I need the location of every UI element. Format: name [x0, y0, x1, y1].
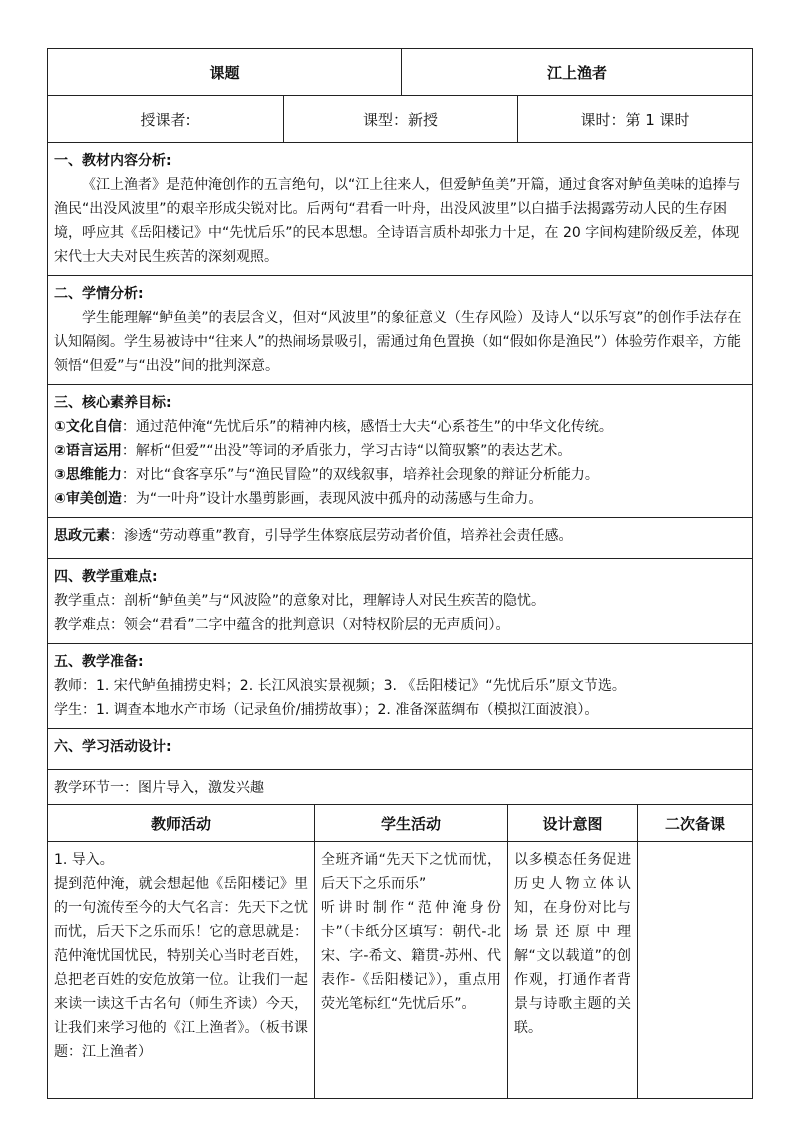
section-activity-design: [48, 729, 753, 770]
section-body: 《江上渔者》是范仲淹创作的五言绝句，以“江上往来人，但爱鲈鱼美”开篇，通过食客对鲈鱼美味的追捧与渔民“出没风波里”的艰辛形成尖锐对比。后两句“君看一叶舟，出没风波里”以白描手法揭露劳动人民的生存困境，呼应其《岳阳楼记》中“先忧后乐”的民本思想。全诗语言质朴却张力十足，在 20 字间构建阶级反差，体现宋代士大夫对民生疾苦的深刻观照。: [54, 177, 741, 265]
difficult-point: 教学难点：领会“君看”二字中蕴含的批判意识（对特权阶层的无声质问）。: [54, 617, 510, 633]
student-prep: 学生：1. 调查本地水产市场（记录鱼价/捕捞故事）；2. 准备深蓝绸布（模拟江面波浪）。: [54, 702, 599, 718]
activity-table: [47, 805, 753, 1099]
section-learner-analysis: [48, 276, 753, 385]
section-heading: 六、学习活动设计:: [54, 739, 172, 755]
teacher-prep: 教师：1. 宋代鲈鱼捕捞史料；2. 长江风浪实景视频；3. 《岳阳楼记》“先忧后乐”原文节选。: [54, 678, 626, 694]
key-point: 教学重点：剖析“鲈鱼美”与“风波险”的意象对比，理解诗人对民生疾苦的隐忧。: [54, 593, 546, 609]
section-civic-elements: [48, 518, 753, 559]
teacher-activity-cell: 1. 导入。 提到范仲淹，就会想起他《岳阳楼记》里的一句流传至今的大气名言：先天下之忧而忧，后天下之乐而乐！它的意思就是：范仲淹忧国忧民，特别关心当时老百姓，总把老百姓的安危放第一位。让我们一起来读一读这千古名句（师生齐读）今天，让我们来学习他的《江上渔者》。（板书课题：江上渔者）: [48, 842, 315, 1099]
section-key-points: [48, 559, 753, 644]
design-intent-cell: 以多模态任务促进历史人物立体认知，在身份对比与场景还原中理解“文以载道”的创作观，打通作者背景与诗歌主题的关联。: [508, 842, 638, 1099]
civic-label: 思政元素: [54, 528, 110, 544]
section-heading: 四、教学重难点:: [54, 569, 158, 585]
course-label: 课题: [48, 49, 402, 96]
lesson-plan-table: [47, 48, 753, 805]
course-title: 江上渔者: [402, 49, 753, 96]
section-heading: 二、学情分析:: [54, 286, 144, 302]
header-second-prep: 二次备课: [638, 805, 753, 842]
header-design-intent: 设计意图: [508, 805, 638, 842]
header-student-activity: 学生活动: [315, 805, 508, 842]
header-teacher-activity: 教师活动: [48, 805, 315, 842]
section-heading: 三、核心素养目标:: [54, 395, 172, 411]
section-core-goals: [48, 385, 753, 518]
goal-item: ①文化自信：通过范仲淹“先忧后乐”的精神内核，感悟士大夫“心系苍生”的中华文化传统。: [54, 419, 613, 435]
teacher-field: 授课者:: [48, 96, 284, 143]
lesson-type: 课型：新授: [284, 96, 518, 143]
section-body: 学生能理解“鲈鱼美”的表层含义，但对“风波里”的象征意义（生存风险）及诗人“以乐写哀”的创作手法存在认知隔阂。学生易被诗中“往来人”的热闹场景吸引，需通过角色置换（如“假如你是渔民”）体验劳作艰辛，方能领悟“但爱”与“出没”间的批判深意。: [54, 310, 742, 374]
section-heading: 五、教学准备:: [54, 654, 144, 670]
lesson-time: 课时：第 1 课时: [518, 96, 753, 143]
goal-item: ③思维能力：对比“食客享乐”与“渔民冒险”的双线叙事，培养社会现象的辩证分析能力。: [54, 467, 599, 483]
goal-item: ④审美创造：为“一叶舟”设计水墨剪影画，表现风波中孤舟的动荡感与生命力。: [54, 491, 543, 507]
goal-item: ②语言运用：解析“但爱”“出没”等词的矛盾张力，学习古诗“以简驭繁”的表达艺术。: [54, 443, 572, 459]
lesson-plan: [47, 48, 752, 1099]
second-prep-cell: [638, 842, 753, 1099]
section-preparation: [48, 644, 753, 729]
section-material-analysis: [48, 143, 753, 276]
section-heading: 一、教材内容分析:: [54, 153, 172, 169]
student-activity-cell: 全班齐诵“先天下之忧而忧，后天下之乐而乐” 听讲时制作“范仲淹身份卡”（卡纸分区填写：朝代-北宋、字-希文、籍贯-苏州、代表作-《岳阳楼记》），重点用荧光笔标红“先忧后乐”。: [315, 842, 508, 1099]
teaching-link-title: 教学环节一：图片导入，激发兴趣: [48, 770, 753, 805]
civic-text: ：渗透“劳动尊重”教育，引导学生体察底层劳动者价值，培养社会责任感。: [110, 528, 573, 544]
